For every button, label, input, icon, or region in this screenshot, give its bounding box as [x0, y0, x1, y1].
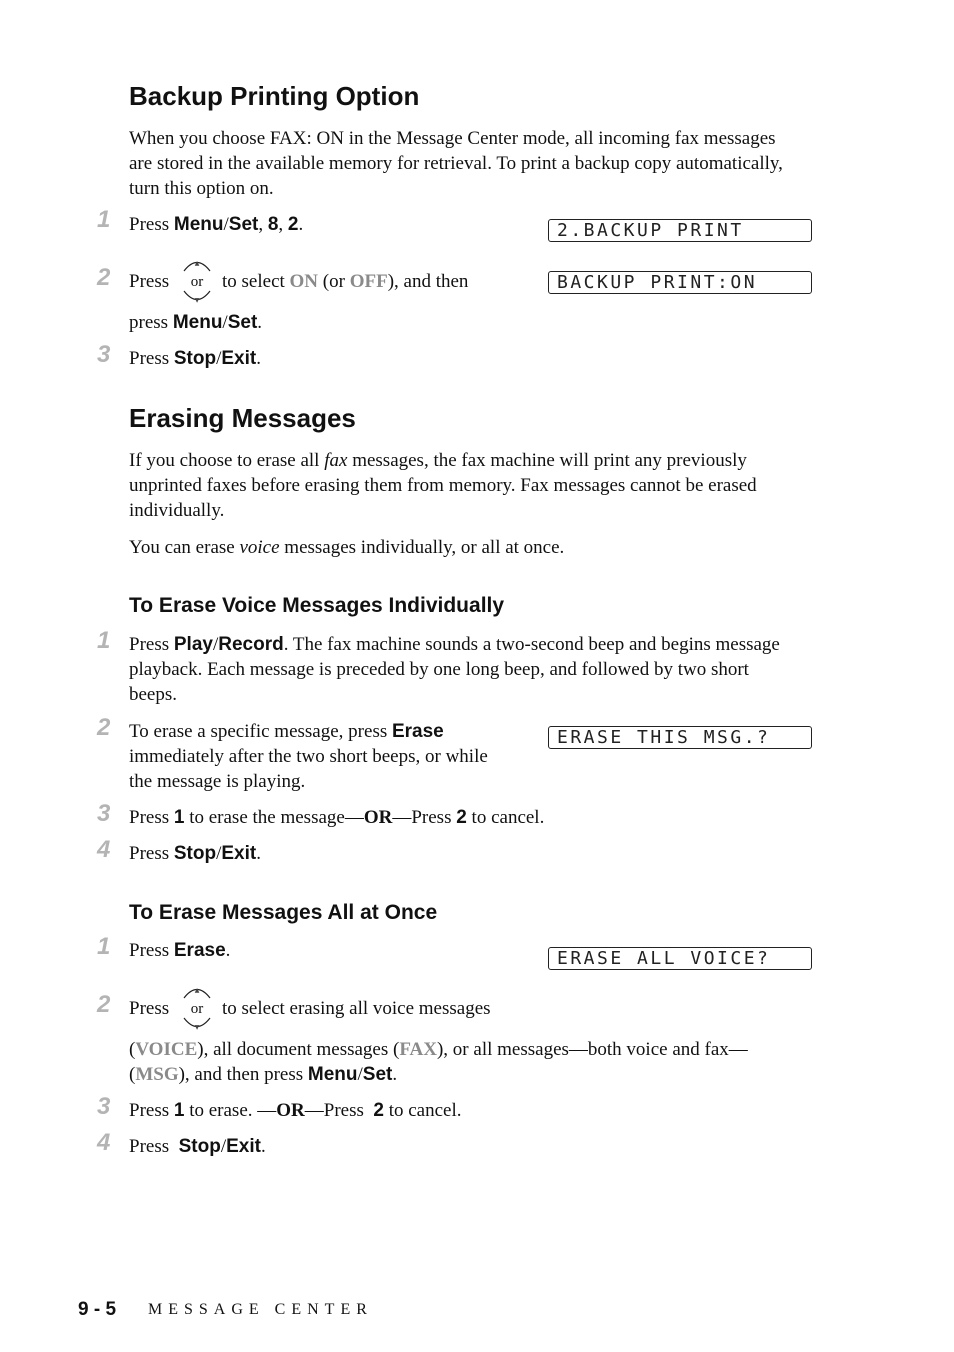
individual-step-2: To erase a specific message, press Erase immediately after the two short beeps, or while the message is playing. [129, 721, 488, 792]
page-number: 9 - 5 [78, 1299, 117, 1320]
lcd-display: ERASE THIS MSG.? [548, 726, 812, 749]
step-number: 1 [97, 933, 111, 960]
or-label: or [190, 1001, 204, 1017]
erasing-paragraph-1: If you choose to erase all fax messages, the fax machine will print any previously unprinted faxes before erasing them from memory. Fax messages cannot be erased individually. [129, 450, 757, 521]
or-label: or [190, 274, 204, 290]
all-step-3: Press 1 to erase. —OR—Press 2 to cancel. [129, 1100, 462, 1121]
backup-step-2: to select ON (or OFF), and then [222, 271, 469, 292]
step-number: 2 [97, 264, 111, 291]
svg-text:▲: ▲ [194, 987, 200, 994]
step-number: 4 [97, 836, 111, 863]
lcd-display: ERASE ALL VOICE? [548, 947, 812, 970]
step-number: 2 [97, 991, 111, 1018]
backup-step-3: Press Stop/Exit. [129, 348, 261, 369]
backup-step-1: Press Menu/Set, 8, 2. [129, 214, 304, 235]
subsection-title-individual: To Erase Voice Messages Individually [129, 594, 505, 617]
individual-step-1: Press Play/Record. The fax machine sounds a two-second beep and begins message playback. Each message is preceded by one long beep, and followed by two short beeps. [129, 634, 780, 705]
lcd-display: 2.BACKUP PRINT [548, 219, 812, 242]
step-number: 3 [97, 341, 111, 368]
all-step-2-rest: (VOICE), all document messages (FAX), or all messages—both voice and fax— (MSG), and then press Menu/Set. [129, 1039, 748, 1085]
intro-line: are stored in the available memory for retrieval. To print a backup copy automatically, [129, 153, 783, 174]
backup-step-2-press: Press [129, 271, 170, 292]
all-step-1: Press Erase. [129, 940, 231, 961]
erasing-paragraph-2: You can erase voice messages individually, or all at once. [129, 537, 565, 558]
step-number: 4 [97, 1129, 111, 1156]
section-title-erasing: Erasing Messages [129, 403, 356, 433]
section-title-backup: Backup Printing Option [129, 81, 420, 111]
svg-text:▲: ▲ [194, 260, 200, 267]
up-down-arrow-icon [181, 983, 213, 1033]
all-step-4: Press Stop/Exit. [129, 1136, 266, 1157]
footer-section-name: MESSAGE CENTER [148, 1301, 373, 1318]
svg-text:▼: ▼ [194, 297, 200, 304]
subsection-title-all: To Erase Messages All at Once [129, 901, 438, 924]
step-number: 2 [97, 714, 111, 741]
up-down-arrow-icon [181, 256, 213, 306]
step-number: 1 [97, 206, 111, 233]
step-number: 1 [97, 627, 111, 654]
svg-text:▼: ▼ [194, 1024, 200, 1031]
individual-step-3: Press 1 to erase the message—OR—Press 2 to cancel. [129, 807, 545, 828]
lcd-display: BACKUP PRINT:ON [548, 271, 812, 294]
step-number: 3 [97, 800, 111, 827]
backup-intro [129, 126, 849, 201]
all-step-2-press: Press [129, 998, 170, 1019]
intro-line: When you choose FAX: ON in the Message Center mode, all incoming fax messages [129, 128, 776, 149]
intro-line: turn this option on. [129, 178, 274, 199]
all-step-2-line1: to select erasing all voice messages [222, 998, 491, 1019]
backup-step-2-line2: press Menu/Set. [129, 312, 263, 333]
step-number: 3 [97, 1093, 111, 1120]
individual-step-4: Press Stop/Exit. [129, 843, 261, 864]
